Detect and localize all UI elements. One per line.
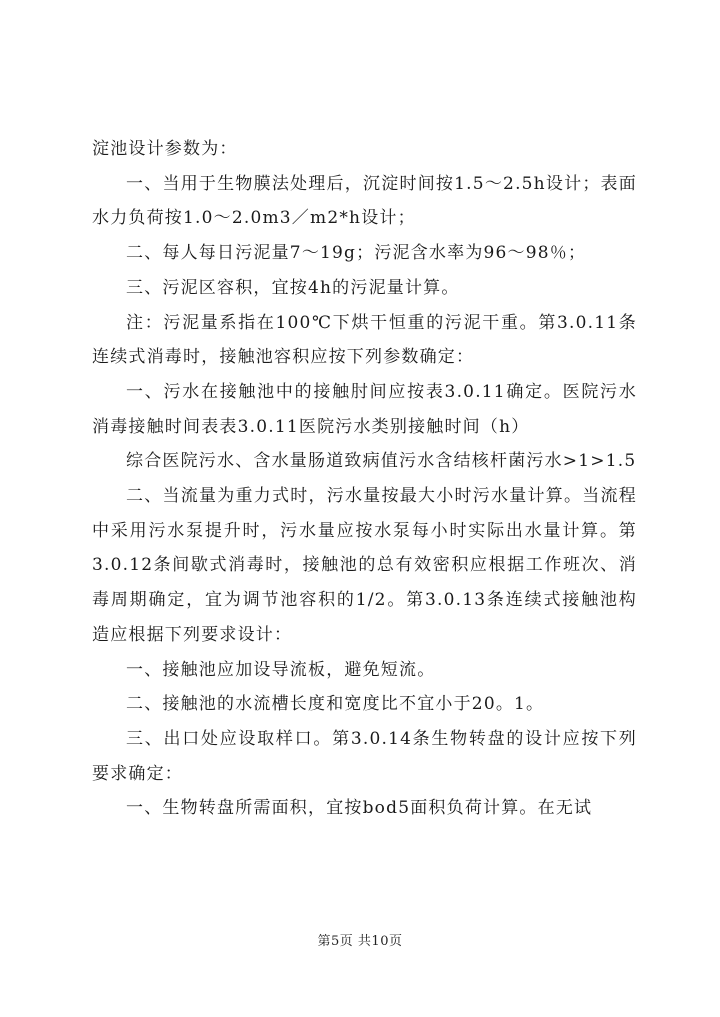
- paragraph: 三、出口处应设取样口。第3.0.14条生物转盘的设计应按下列要求确定：: [92, 728, 637, 784]
- paragraph: 三、污泥区容积，宜按4h的污泥量计算。: [126, 277, 460, 298]
- paragraph: 淀池设计参数为：: [92, 139, 238, 159]
- paragraph: 一、生物转盘所需面积，宜按bod5面积负荷计算。在无试: [126, 798, 593, 819]
- paragraph: 一、接触池应加设导流板，避免短流。: [126, 659, 436, 680]
- paragraph: 综合医院污水、含水量肠道致病值污水含结核杆菌污水>1>1.5: [126, 451, 637, 472]
- document-body: [92, 132, 637, 826]
- page-footer: [0, 930, 720, 949]
- paragraph: 一、当用于生物膜法处理后，沉淀时间按1.5～2.5h设计；表面水力负荷按1.0～2.0m3／m2*h设计；: [92, 173, 637, 229]
- page-number: 第5页 共10页: [317, 934, 403, 949]
- paragraph: 二、当流量为重力式时，污水量按最大小时污水量计算。当流程中采用污水泵提升时，污水量应按水泵每小时实际出水量计算。第3.0.12条间歇式消毒时，接触池的总有效密积应根据工作班次、消毒周期确定，宜为调节池容积的1/2。第3.0.13条连续式接触池构造应根据下列要求设计：: [92, 486, 637, 645]
- paragraph: 二、每人每日污泥量7～19g；污泥含水率为96～98％；: [126, 243, 587, 264]
- paragraph: 注：污泥量系指在100℃下烘干恒重的污泥干重。第3.0.11条连续式消毒时，接触池容积应按下列参数确定：: [92, 312, 637, 368]
- paragraph: 二、接触池的水流槽长度和宽度比不宜小于20。1。: [126, 694, 545, 715]
- paragraph: 一、污水在接触池中的接触肘间应按表3.0.11确定。医院污水消毒接触时间表表3.0.11医院污水类别接触时间（h）: [92, 381, 637, 437]
